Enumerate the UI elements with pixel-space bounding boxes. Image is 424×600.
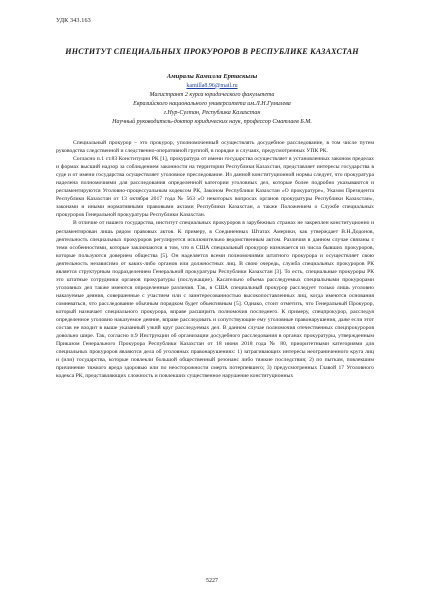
article-body xyxy=(56,139,374,380)
paragraph: В отличие от нашего государства, институт специальных прокуроров в зарубежных странах не закреплен конституционно и регламентирован лишь рядом правовых актов. К примеру, в Соединенных Штатах Америки, как утверждает В.Н.Додонов, деятельность специальных прокуроров регулируется исключительно ведомственным актом. Различия в данном случае связаны с теми особенностями, которые заключаются в том, что в США специальный прокурор назначается из числа бывших прокуроров, которые пользуются доверием общества [5]. Он наделяется всеми полномочиями штатного прокурора и осуществляет свою деятельность независимо от каких-либо органов или должностных лиц. В свою очередь, служба специальных прокуроров РК является структурным подразделением Генеральной прокуратуры Республики Казахстан [3]. То есть, специальные прокуроры РК это штатные сотрудники органов прокуратуры (послужащие). Касательно объема расследуемых специальными прокурорами уголовных дел также имеются определенные различия. Так, в США специальный прокурор расследует только лишь уголовно наказуемые деяния, совершенные с участием или с заинтересованностью высокопоставленных лиц, когда имеются основания сомневаться, что расследование обычным порядком будет объективным [5]. Однако, стоит отметить, что Генеральный Прокурор, который назначает специального прокурора, вправе расширить полномочия последнего. К примеру, спецпрокурор, расследуя определенное уголовно наказуемое деяние, вправе расследовать и сопутствующие ему уголовные правонарушения, даже если этот состав не входит в выше указанный узкий круг расследуемых дел. В данном случае полномочия отечественных спецпрокуроров довольно шире. Так, согласно п.9 Инструкции об организации досудебного расследования в органах прокуратуры, утвержденным Приказом Генерального Прокурора Республики Казахстан от 18 июня 2018 года № 80, приоритетными категориями для специальных прокуроров являются дела об уголовных правонарушениях: 1) затрагивающих интересы неограниченного круга лиц и (или) государства, которые повлекли большой общественный резонанс либо тяжкие последствия; 2) по пыткам, повлекшим причинение тяжкого вреда здоровью или по неосторожности смерть потерпевшего; 3) предусмотренных Главой 17 Уголовного кодекса РК, представляющих сложность и повлекших существенное нарушение конституционных xyxy=(56,220,374,380)
affiliation-line: г.Нур-Султан, Республика Казахстан xyxy=(163,109,261,116)
supervisor-line: Научный руководитель-доктор юридических наук, профессор Сматлаев Б.М. xyxy=(112,118,312,125)
email-link[interactable]: kamilla8.96@mail.ru xyxy=(186,82,238,89)
paragraph: Специальный прокурор – это прокурор, уполномоченный осуществлять досудебное расследование, в том числе путем руководства следственной и следственно-оперативной группой, в порядке и случаях, предусмотренных УПК РК. xyxy=(56,140,374,155)
affiliation-line: Евразийского национального университета им.Л.Н.Гумилева xyxy=(133,100,291,107)
udk-code: УДК 343.163 xyxy=(56,17,91,24)
author-name: Амиралы Камилла Ертаскызы xyxy=(166,73,258,80)
page-number: 5227 xyxy=(206,578,218,584)
paragraph: Согласно п.1 ст.83 Конституции РК [1], прокуратура от имени государства осуществляет в установленных законом пределах и формах высший надзор за соблюдением законности на территории Республики Казахстан, представляет интересы государства в суде и от имени государства осуществляет уголовное преследование. Из данной конституционной нормы следует, что прокуратура наделена полномочиями для расследования определенной категории уголовных дел, которые более подробно указываются и регламентируются Уголовно-процессуальным кодексом РК, Законом Республики Казахстан «О прокуратуре», Указом Президента Республики Казахстан от 13 октября 2017 года № 563 «О некоторых вопросах органов прокуратуры Республики Казахстан», законами и иными нормативными правовыми актами Республики Казахстан, а также Положением о Службе специальных прокуроров Генеральной прокуратуры Республики Казахстан. xyxy=(56,156,374,219)
affiliation-line: Магистрант 2 курса юридического факультета xyxy=(149,91,275,98)
article-title: ИНСТИТУТ СПЕЦИАЛЬНЫХ ПРОКУРОРОВ В РЕСПУБЛИКЕ КАЗАХСТАН xyxy=(65,47,359,56)
author-email[interactable] xyxy=(0,83,424,89)
